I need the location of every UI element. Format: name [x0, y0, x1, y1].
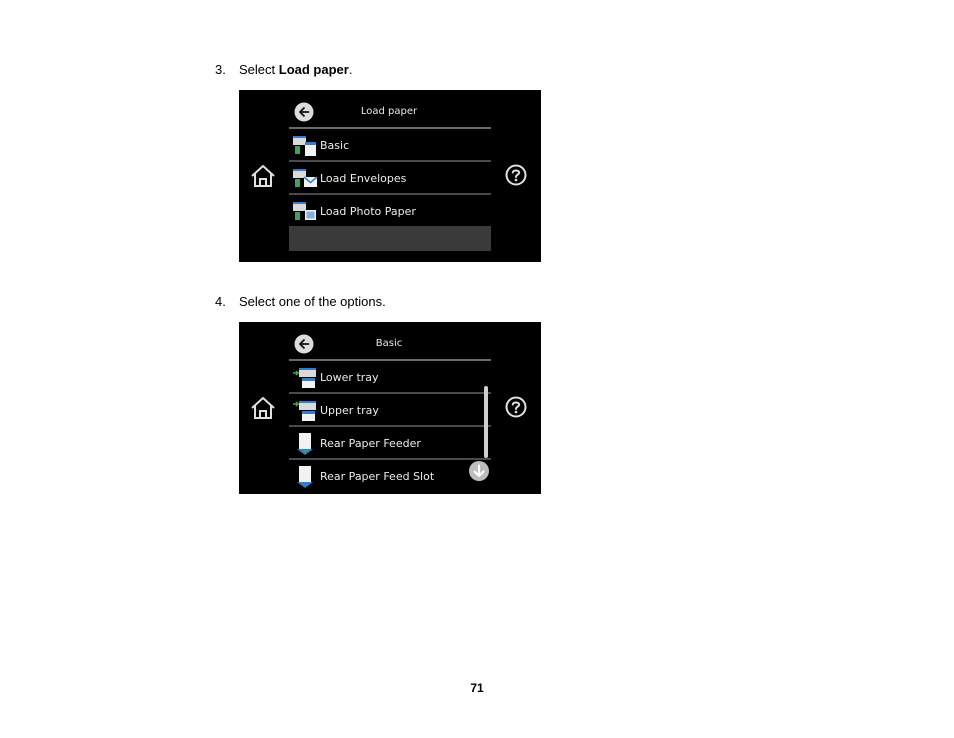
- title-divider: [289, 359, 491, 361]
- basic-screen: [239, 322, 541, 494]
- row-divider: [289, 458, 491, 460]
- photo-paper-icon: [292, 200, 318, 224]
- rear-feed-slot-icon: [292, 465, 318, 489]
- help-icon[interactable]: [505, 164, 527, 186]
- menu-item-load-envelopes[interactable]: [289, 163, 491, 194]
- empty-list-row: [289, 226, 491, 251]
- menu-item-upper-tray[interactable]: [289, 395, 491, 426]
- scrollbar[interactable]: [484, 386, 488, 458]
- lower-tray-icon: [292, 366, 318, 390]
- menu-item-lower-tray[interactable]: [289, 362, 491, 393]
- menu-item-label: Rear Paper Feeder: [320, 437, 421, 450]
- paper-icon: [292, 134, 318, 158]
- load-paper-screen: [239, 90, 541, 262]
- menu-item-load-photo-paper[interactable]: [289, 196, 491, 227]
- screen-title: Basic: [375, 338, 403, 349]
- step-4: [215, 294, 386, 310]
- page-number: 71: [470, 681, 484, 695]
- menu-item-rear-paper-feed-slot[interactable]: [289, 461, 491, 492]
- menu-item-label: Upper tray: [320, 404, 379, 417]
- back-arrow-icon[interactable]: [294, 102, 314, 122]
- scroll-down-icon[interactable]: [468, 460, 490, 482]
- menu-item-label: Rear Paper Feed Slot: [320, 470, 435, 483]
- step-text: Select: [239, 62, 279, 77]
- step-text: Select one of the options.: [239, 294, 386, 309]
- row-divider: [289, 392, 491, 394]
- step-number: 3.: [215, 62, 226, 77]
- screen-title: Load paper: [360, 106, 418, 117]
- step-suffix: .: [348, 62, 353, 77]
- menu-item-label: Load Envelopes: [320, 172, 407, 185]
- back-arrow-icon[interactable]: [294, 334, 314, 354]
- step-number: 4.: [215, 294, 226, 309]
- home-icon[interactable]: [250, 164, 276, 188]
- menu-item-rear-paper-feeder[interactable]: [289, 428, 491, 459]
- row-divider: [289, 193, 491, 195]
- menu-item-label: Lower tray: [320, 371, 379, 384]
- upper-tray-icon: [292, 399, 318, 423]
- row-divider: [289, 160, 491, 162]
- help-icon[interactable]: [505, 396, 527, 418]
- envelope-icon: [292, 167, 318, 191]
- step-3: [215, 62, 352, 78]
- rear-feeder-icon: [292, 432, 318, 456]
- title-divider: [289, 127, 491, 129]
- menu-item-basic[interactable]: [289, 130, 491, 161]
- row-divider: [289, 425, 491, 427]
- home-icon[interactable]: [250, 396, 276, 420]
- menu-item-label: Load Photo Paper: [320, 205, 416, 218]
- step-bold-text: Load paper: [278, 62, 349, 77]
- menu-item-label: Basic: [320, 139, 350, 152]
